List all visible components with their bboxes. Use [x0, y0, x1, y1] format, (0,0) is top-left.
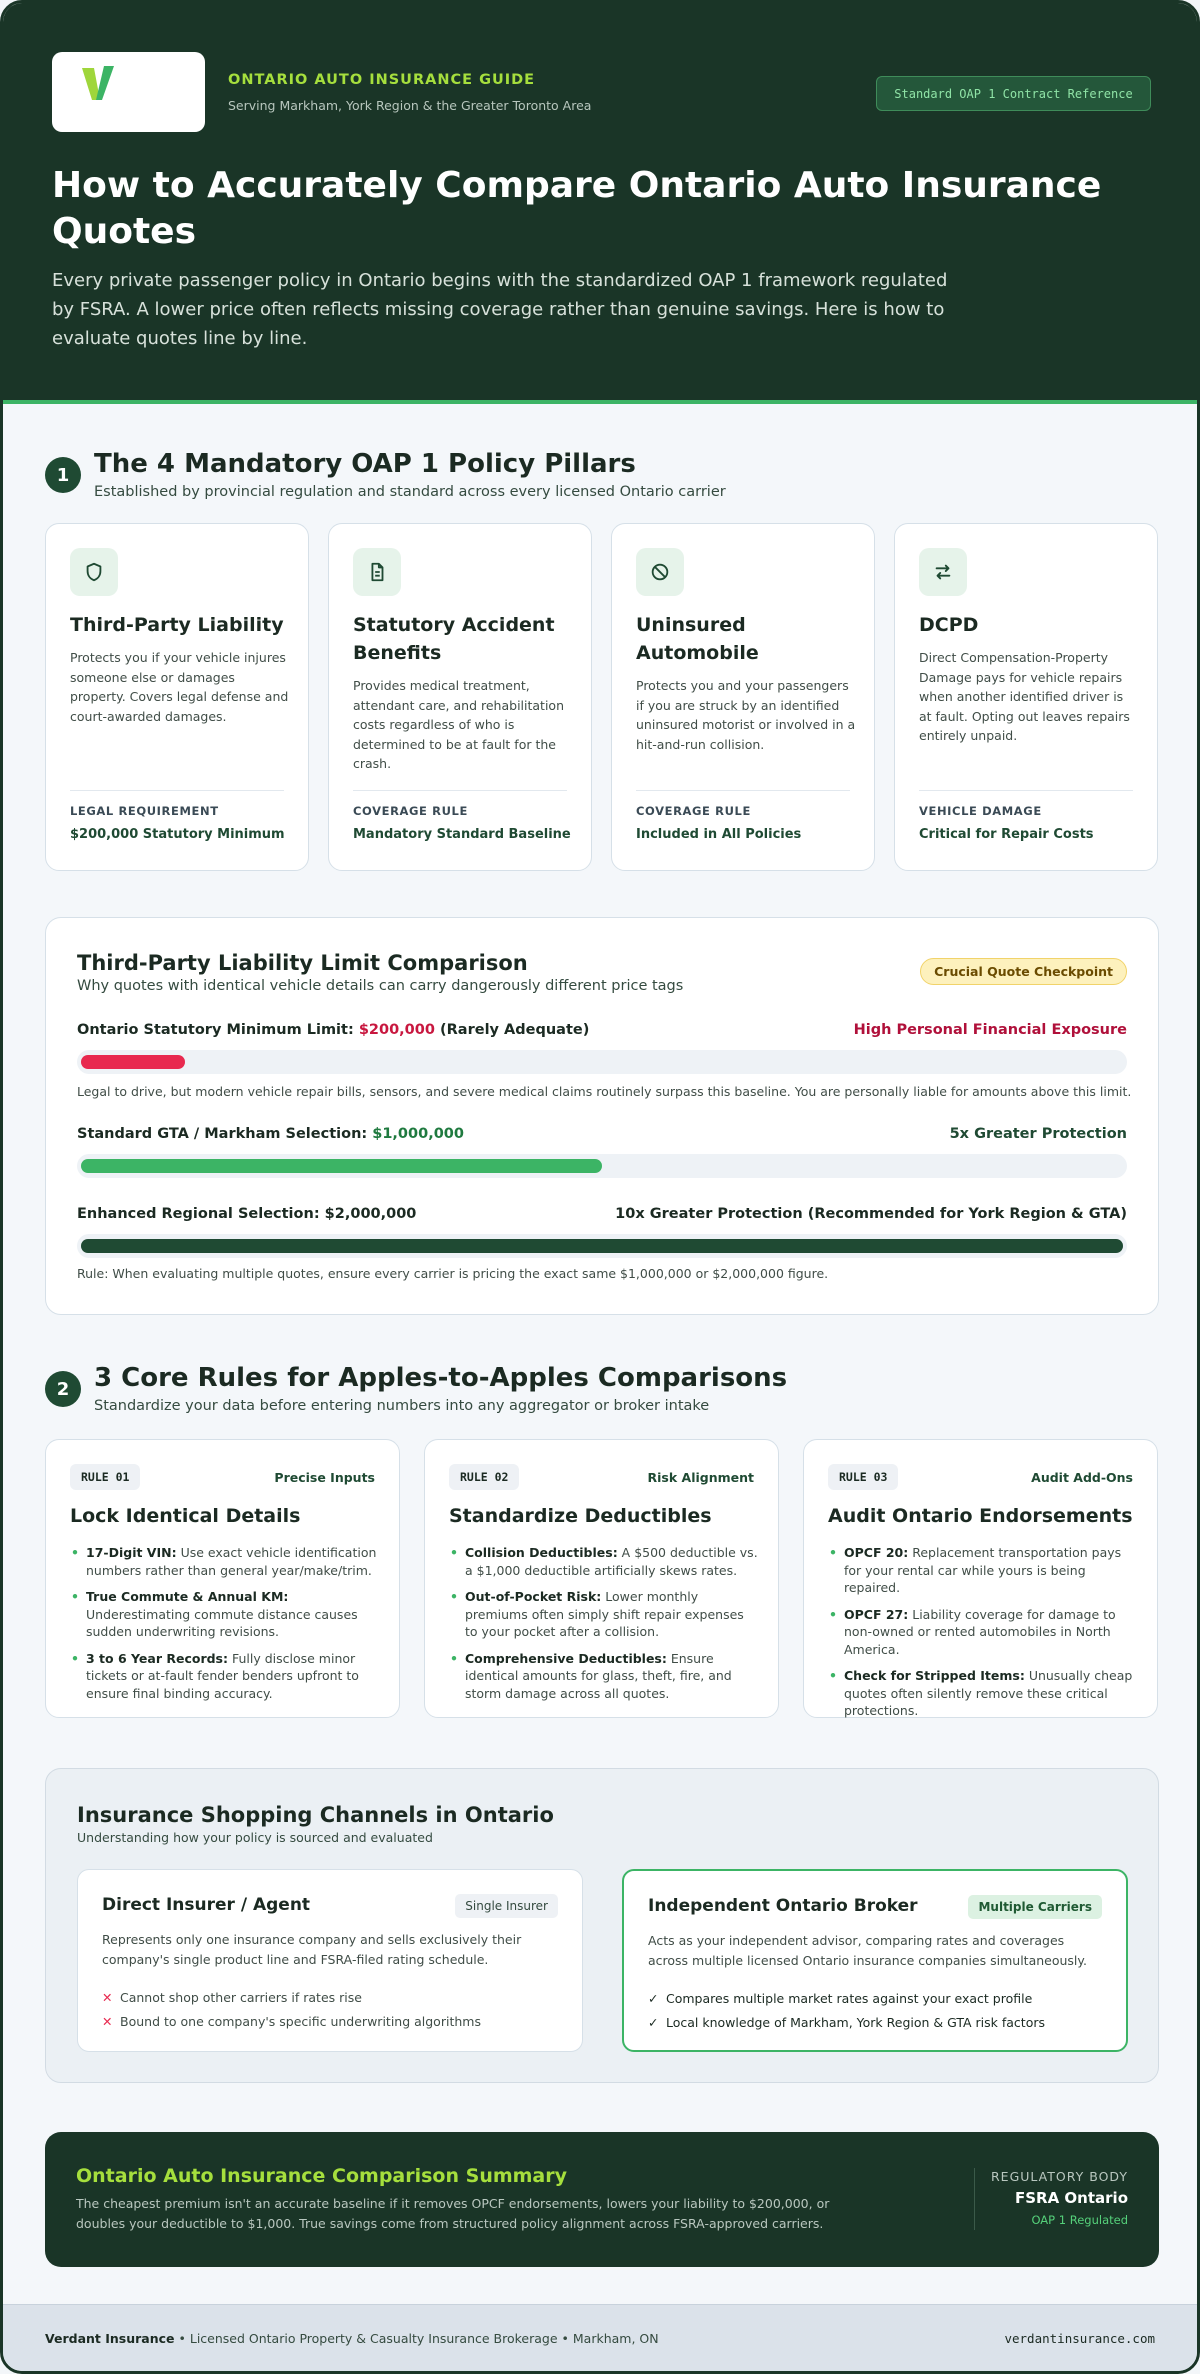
pillar-description: Protects you and your passengers if you are struck by an identified uninsured motorist or involved in a hit-and-run collision. — [636, 678, 856, 752]
rule-item-term: Comprehensive Deductibles: — [465, 1650, 667, 1666]
section-number-badge: 2 — [45, 1371, 81, 1407]
channel-name: Direct Insurer / Agent — [102, 1895, 311, 1915]
rule-item-term: Check for Stripped Items: — [844, 1668, 1025, 1683]
rule-item-text: Underestimating commute distance causes sudden underwriting revisions. — [86, 1606, 358, 1639]
pillar-card-liability — [45, 523, 309, 871]
company-logo — [52, 52, 205, 132]
divider — [974, 2168, 975, 2230]
divider — [636, 790, 850, 791]
page-title: How to Accurately Compare Ontario Auto Insurance Quotes — [52, 165, 1102, 252]
limit-row-rating: 10x Greater Protection (Recommended for York Region & GTA) — [615, 1206, 1127, 1222]
list-item-text: Compares multiple market rates against your exact profile — [666, 1991, 1033, 2006]
rule-item-term: Collision Deductibles: — [465, 1545, 618, 1560]
check-icon: ✓ — [648, 1991, 659, 2006]
document-icon — [353, 548, 401, 596]
regulator-status: OAP 1 Regulated — [1031, 2213, 1128, 2227]
rule-item-text: Replacement transportation pays for your rental car while yours is being repaired. — [844, 1545, 1122, 1595]
contract-reference-badge: Standard OAP 1 Contract Reference — [876, 76, 1151, 111]
card-subtitle: Why quotes with identical vehicle details can carry dangerously different price tags — [77, 978, 684, 994]
rule-item-text: Lower monthly premiums often simply shift repair expenses to your pocket after a collision. — [465, 1589, 744, 1639]
rule-item — [828, 1606, 1138, 1659]
rule-card-endorsements — [803, 1439, 1158, 1718]
list-item-text: Cannot shop other carriers if rates rise — [120, 1990, 362, 2005]
rule-list — [449, 1544, 759, 1711]
limit-bar-fill — [81, 1239, 1123, 1253]
company-name: Verdant Insurance — [45, 2331, 175, 2346]
limit-bar-fill — [81, 1055, 185, 1069]
limit-label: Standard GTA / Markham Selection: — [77, 1126, 373, 1142]
pillar-description: Direct Compensation-Property Damage pays for vehicle repairs when another identified driver is at fault. Opting out leaves repairs entirely unpaid. — [919, 650, 1130, 743]
rule-item — [70, 1544, 380, 1579]
rule-item-text: Liability coverage for damage to non-owned or rented automobiles in North America. — [844, 1606, 1116, 1657]
list-item — [648, 2011, 1045, 2035]
pillar-title: DCPD — [919, 614, 979, 636]
list-item — [102, 2010, 481, 2034]
rule-title: Standardize Deductibles — [449, 1505, 712, 1527]
divider — [70, 790, 284, 791]
rule-item — [70, 1650, 380, 1703]
pillar-description: Protects you if your vehicle injures someone else or damages property. Covers legal defense and court-awarded damages. — [70, 650, 289, 724]
limit-row-label-minimum — [77, 1022, 589, 1038]
pillar-card-uninsured — [611, 523, 875, 871]
limit-label: Enhanced Regional Selection: — [77, 1206, 325, 1222]
limit-row-label-standard — [77, 1126, 464, 1142]
limit-amount: $1,000,000 — [372, 1126, 464, 1142]
divider — [919, 790, 1133, 791]
pillar-kind: VEHICLE DAMAGE — [919, 804, 1042, 818]
summary-banner — [45, 2132, 1159, 2267]
hero-header — [3, 3, 1197, 404]
shield-icon — [70, 548, 118, 596]
swap-arrows-icon — [919, 548, 967, 596]
leaf-logo-icon — [78, 64, 118, 104]
page-footer — [3, 2304, 1197, 2371]
rule-tag: RULE 02 — [449, 1464, 519, 1490]
checkpoint-badge: Crucial Quote Checkpoint — [920, 958, 1127, 985]
list-item — [648, 1987, 1045, 2011]
limit-bar-track — [77, 1154, 1127, 1178]
channel-description: Represents only one insurance company and sells exclusively their company's single product line and FSRA-filed rating schedule. — [102, 1932, 522, 1967]
panel-title: Insurance Shopping Channels in Ontario — [77, 1803, 554, 1827]
pillar-card-dcpd — [894, 523, 1158, 871]
pillar-value: $200,000 Statutory Minimum — [70, 827, 285, 842]
pillar-title: Third-Party Liability — [70, 614, 284, 636]
limit-amount: $200,000 — [358, 1022, 435, 1038]
broker-card — [622, 1869, 1128, 2052]
rule-focus: Audit Add-Ons — [1031, 1470, 1133, 1485]
channel-name: Independent Ontario Broker — [648, 1896, 918, 1916]
company-tagline: • Licensed Ontario Property & Casualty Insurance Brokerage • Markham, ON — [174, 2331, 659, 2346]
limit-note: Legal to drive, but modern vehicle repair bills, sensors, and severe medical claims routinely surpass this baseline. You are personally liable for amounts above this limit. — [77, 1084, 1132, 1099]
divider — [353, 790, 567, 791]
limit-suffix: (Rarely Adequate) — [434, 1022, 590, 1038]
rule-item-text: Unusually cheap quotes often silently remove these critical protections. — [844, 1668, 1133, 1718]
rule-tag: RULE 01 — [70, 1464, 140, 1490]
pillar-kind: COVERAGE RULE — [353, 804, 468, 818]
rule-item-term: 3 to 6 Year Records: — [86, 1650, 228, 1666]
rule-title: Lock Identical Details — [70, 1505, 301, 1527]
pillar-description: Provides medical treatment, attendant care, and rehabilitation costs regardless of who is determined to be at fault for the crash. — [353, 678, 564, 771]
rule-list — [828, 1544, 1138, 1729]
rule-focus: Precise Inputs — [274, 1470, 375, 1485]
limit-bar-track — [77, 1050, 1127, 1074]
section-number-badge: 1 — [45, 457, 81, 493]
liability-comparison-card — [45, 917, 1159, 1315]
rule-item — [449, 1544, 759, 1579]
cross-icon: ✕ — [102, 2014, 113, 2029]
rule-item — [828, 1544, 1138, 1597]
section-title: 3 Core Rules for Apples-to-Apples Comparisons — [94, 1363, 788, 1393]
pillar-value: Critical for Repair Costs — [919, 827, 1094, 842]
list-item-text: Bound to one company's specific underwriting algorithms — [120, 2014, 481, 2029]
page-intro: Every private passenger policy in Ontario begins with the standardized OAP 1 framework regulated by FSRA. A lower price often reflects missing coverage rather than genuine savings. Here is how to evaluate quotes line by line. — [52, 270, 948, 349]
pillar-card-accident-benefits — [328, 523, 592, 871]
rule-item-term: Out-of-Pocket Risk: — [465, 1589, 602, 1604]
limit-rule-note: Rule: When evaluating multiple quotes, ensure every carrier is pricing the exact same $1,000,000 or $2,000,000 figure. — [77, 1266, 829, 1281]
channel-description: Acts as your independent advisor, comparing rates and coverages across multiple licensed Ontario insurance companies simultaneously. — [648, 1933, 1087, 1968]
rule-item-text: Use exact vehicle identification numbers rather than general year/make/trim. — [86, 1545, 377, 1578]
rule-item-term: 17-Digit VIN: — [86, 1545, 177, 1560]
rule-item-term: OPCF 27: — [844, 1606, 909, 1622]
limit-row-rating: High Personal Financial Exposure — [853, 1022, 1127, 1038]
website-link[interactable]: verdantinsurance.com — [1004, 2331, 1155, 2346]
card-title: Third-Party Liability Limit Comparison — [77, 951, 528, 975]
pillar-value: Included in All Policies — [636, 827, 802, 842]
limit-bar-track — [77, 1234, 1127, 1258]
rule-card-deductibles — [424, 1439, 779, 1718]
pillar-value: Mandatory Standard Baseline — [353, 827, 571, 842]
brand-subtitle: Serving Markham, York Region & the Greater Toronto Area — [228, 98, 592, 113]
footer-company — [45, 2331, 659, 2346]
limit-row-rating: 5x Greater Protection — [949, 1126, 1127, 1142]
rule-item — [828, 1667, 1138, 1720]
section-subtitle: Standardize your data before entering numbers into any aggregator or broker intake — [94, 1398, 710, 1414]
check-icon: ✓ — [648, 2015, 659, 2030]
channel-badge: Multiple Carriers — [968, 1895, 1102, 1919]
regulator-kind: REGULATORY BODY — [991, 2169, 1128, 2184]
section-subtitle: Established by provincial regulation and standard across every licensed Ontario carrier — [94, 484, 726, 500]
limit-amount: $2,000,000 — [324, 1206, 417, 1222]
channel-benefits — [648, 1987, 1045, 2035]
rule-item-text: Fully disclose minor tickets or at-fault fender benders upfront to ensure final binding accuracy. — [86, 1650, 359, 1701]
rule-item-text: A $500 deductible vs. a $1,000 deductible artificially skews rates. — [465, 1545, 758, 1578]
rule-focus: Risk Alignment — [647, 1470, 754, 1485]
rule-title: Audit Ontario Endorsements — [828, 1505, 1133, 1527]
brand-title: ONTARIO AUTO INSURANCE GUIDE — [228, 72, 536, 88]
section-title: The 4 Mandatory OAP 1 Policy Pillars — [94, 449, 636, 479]
cross-icon: ✕ — [102, 1990, 113, 2005]
prohibited-icon — [636, 548, 684, 596]
rule-item — [449, 1650, 759, 1703]
rule-list — [70, 1544, 380, 1711]
limit-row-label-enhanced — [77, 1206, 416, 1222]
list-item-text: Local knowledge of Markham, York Region & GTA risk factors — [666, 2015, 1046, 2030]
summary-title: Ontario Auto Insurance Comparison Summary — [76, 2165, 568, 2187]
limit-bar-fill — [81, 1159, 602, 1173]
rule-item — [70, 1588, 380, 1641]
channel-drawbacks — [102, 1986, 481, 2034]
channel-badge: Single Insurer — [455, 1894, 558, 1918]
rule-card-details — [45, 1439, 400, 1718]
pillar-title: Uninsured Automobile — [636, 614, 759, 664]
pillar-kind: LEGAL REQUIREMENT — [70, 804, 219, 818]
rule-item-term: OPCF 20: — [844, 1545, 909, 1560]
rule-item — [449, 1588, 759, 1641]
rule-item-text: Ensure identical amounts for glass, theft, fire, and storm damage across all quotes. — [465, 1650, 732, 1701]
summary-description: The cheapest premium isn't an accurate baseline if it removes OPCF endorsements, lowers your liability to $200,000, or doubles your deductible to $1,000. True savings come from structured policy alignment across FSRA-approved carriers. — [76, 2196, 830, 2231]
direct-insurer-card — [77, 1869, 583, 2052]
panel-subtitle: Understanding how your policy is sourced and evaluated — [77, 1830, 433, 1845]
limit-label: Ontario Statutory Minimum Limit: — [77, 1022, 359, 1038]
regulator-name: FSRA Ontario — [1015, 2189, 1128, 2207]
pillar-title: Statutory Accident Benefits — [353, 614, 555, 664]
shopping-channels-panel — [45, 1768, 1159, 2083]
list-item — [102, 1986, 481, 2010]
pillar-kind: COVERAGE RULE — [636, 804, 751, 818]
rule-tag: RULE 03 — [828, 1464, 898, 1490]
rule-item-term: True Commute & Annual KM: — [86, 1589, 289, 1604]
